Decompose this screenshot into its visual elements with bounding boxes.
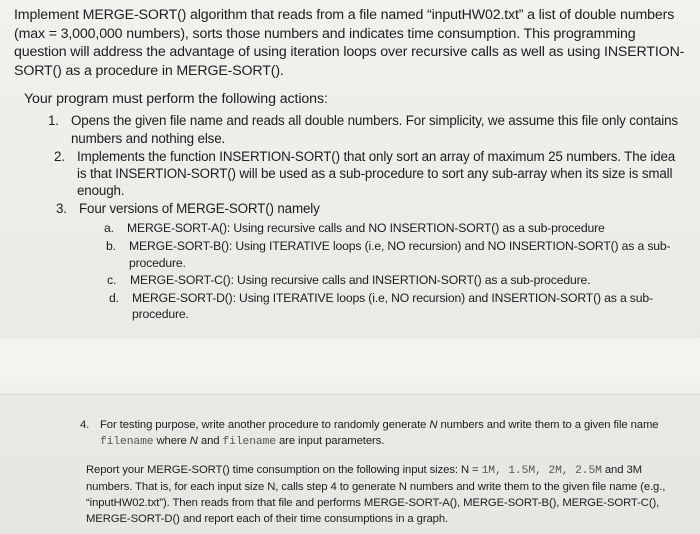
list-item-4 xyxy=(76,417,676,450)
sub-item-a xyxy=(104,220,686,237)
list-item-1-text: Opens the given file name and reads all double numbers. For simplicity, we assume this file only contains numbers and nothing else. xyxy=(71,113,678,146)
sub-item-b-text: MERGE-SORT-B(): Using ITERATIVE loops (i.e, NO recursion) and NO INSERTION-SORT() as a sub-procedure. xyxy=(129,239,671,270)
input-sizes: 1M, 1.5M, 2M, 2.5M xyxy=(481,465,602,477)
sub-item-a-letter: a. xyxy=(104,220,114,235)
list-item-3-number: 3. xyxy=(56,201,67,217)
list-item-4-text: For testing purpose, write another procedure to randomly generate N numbers and write them to a given file name filename where N and filename are input parameters. xyxy=(100,419,659,448)
list-item-2-number: 2. xyxy=(54,148,65,164)
sub-item-c-text: MERGE-SORT-C(): Using recursive calls and INSERTION-SORT() as a sub-procedure. xyxy=(130,273,591,288)
list-item-1 xyxy=(48,112,686,146)
sub-item-d-text: MERGE-SORT-D(): Using ITERATIVE loops (i.e, NO recursion) and INSERTION-SORT() as a sub-procedure. xyxy=(132,290,653,322)
intro-paragraph: Implement MERGE-SORT() algorithm that reads from a file named “inputHW02.txt” a list of double numbers (max = 3,000,000 numbers), sorts those numbers and indicates time consumption. This programming question will address the advantage of using iteration loops over recursive calls as well as using INSERTION-SORT() as a procedure in MERGE-SORT(). xyxy=(14,7,685,79)
sub-item-a-text: MERGE-SORT-A(): Using recursive calls and NO INSERTION-SORT() as a sub-procedure xyxy=(127,220,605,235)
sub-item-d-letter: d. xyxy=(109,290,119,305)
list-item-2-text: Implements the function INSERTION-SORT() that only sort an array of maximum 25 numbers. The idea is that INSERTION-SORT() will be used as a sub-procedure to sort any sub-array when its size is small enough. xyxy=(77,148,676,199)
question-bottom-section xyxy=(76,417,676,527)
list-item-2 xyxy=(54,148,686,200)
page-divider-bottom xyxy=(0,394,700,395)
page-gap xyxy=(0,338,700,394)
merge-sort-versions-list xyxy=(79,220,686,323)
list-item-4-number: 4. xyxy=(80,419,90,431)
list-item-1-number: 1. xyxy=(48,113,59,129)
sub-item-d xyxy=(109,290,686,323)
sub-item-b-letter: b. xyxy=(106,239,116,254)
list-item-3 xyxy=(56,200,686,322)
question-top-section xyxy=(14,6,686,323)
sub-item-c xyxy=(107,272,686,289)
sub-item-c-letter: c. xyxy=(107,273,117,288)
actions-lead-text: Your program must perform the following actions: xyxy=(24,91,328,108)
sub-item-b xyxy=(106,238,686,271)
list-item-3-text: Four versions of MERGE-SORT() namely xyxy=(79,201,320,217)
actions-list xyxy=(14,112,686,322)
report-paragraph: Report your MERGE-SORT() time consumption on the following input sizes: N = 1M, 1.5M, 2M, 2.5M and 3M numbers. That is, for each input size N, calls step 4 to generate N numbers and write them to the given file name (e.g., “inputHW02.txt”). Then reads from that file and performs MERGE-SORT-A(), MERGE-SORT-B(), MERGE-SORT-C(), MERGE-SORT-D() and report each of their time consumptions in a graph. xyxy=(86,464,666,525)
